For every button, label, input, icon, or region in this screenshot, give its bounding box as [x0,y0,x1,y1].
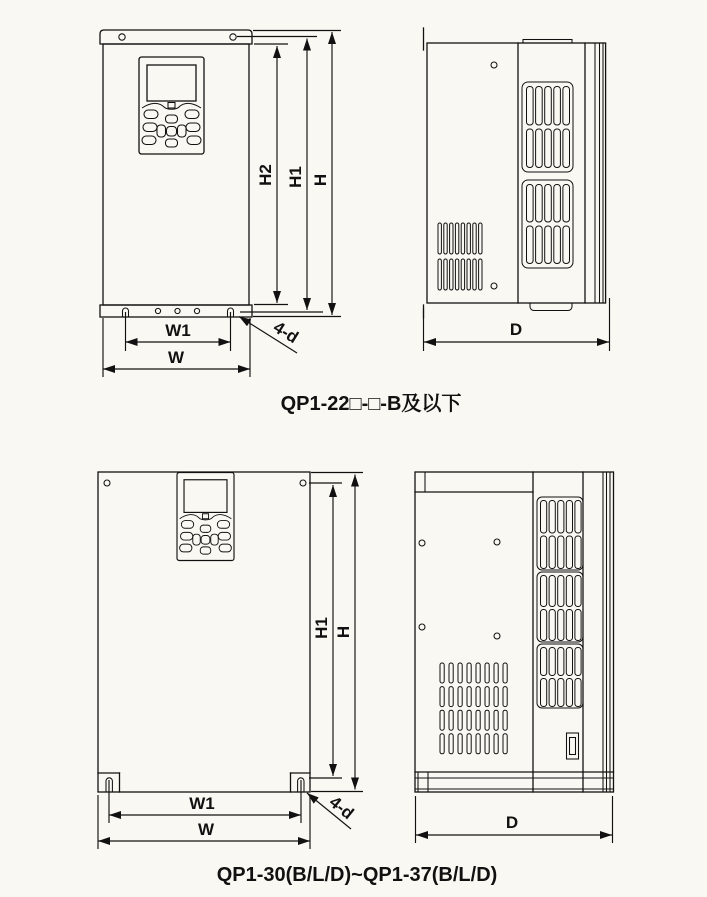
screw-hole [491,62,497,68]
dim-label-h1: H1 [312,617,331,639]
side-body [427,43,606,303]
bottom-tab [530,303,572,311]
dim-label-w1: W1 [165,321,191,340]
dim-label-w: W [167,348,185,367]
dim-label-h: H [334,625,353,639]
dim-label-4d: 4-d [270,317,302,348]
enclosure-body [103,44,249,305]
front-view-1 [100,30,252,317]
mount-hole [104,480,110,486]
caption-drawing-2: QP1-30(B/L/D)~QP1-37(B/L/D) [216,864,498,886]
vent-hole [155,308,160,313]
keypad-panel [139,57,204,154]
screw-hole [419,624,425,630]
mount-hole [300,480,306,486]
dim-label-4d: 4-d [325,792,358,824]
vent-group [522,82,573,172]
dim-label-d: D [505,813,519,832]
mount-hole [230,34,236,40]
dim-label-w: W [197,820,215,839]
vent-group [537,572,583,642]
screw-hole [494,539,500,545]
vent-group [522,180,573,268]
front-view-2 [98,472,310,792]
vent-grid [440,663,507,754]
drawing-2 [98,472,614,886]
side-body [415,472,614,792]
screw-hole [494,633,500,639]
din-clip [567,733,579,759]
screw-hole [419,540,425,546]
keypad-panel [177,473,234,561]
dim-label-h: H [311,173,330,187]
drawing-1 [100,28,610,415]
vent-hole [194,308,199,313]
side-view-1 [424,28,606,318]
dim-label-h1: H1 [286,166,305,188]
vent-hole [175,308,180,313]
mount-hole [119,34,125,40]
screw-hole [491,283,497,289]
dim-label-d: D [509,320,523,339]
top-mount-plate [100,30,252,44]
caption-drawing-1: QP1-22□-□-B及以下 [280,393,462,415]
vent-group [537,497,583,570]
vent-grid [438,223,482,290]
dim-label-h2: H2 [256,164,275,186]
vent-group [537,644,583,708]
side-view-2 [415,472,614,792]
din-clip-inner [570,738,576,755]
dim-label-w1: W1 [189,794,215,813]
